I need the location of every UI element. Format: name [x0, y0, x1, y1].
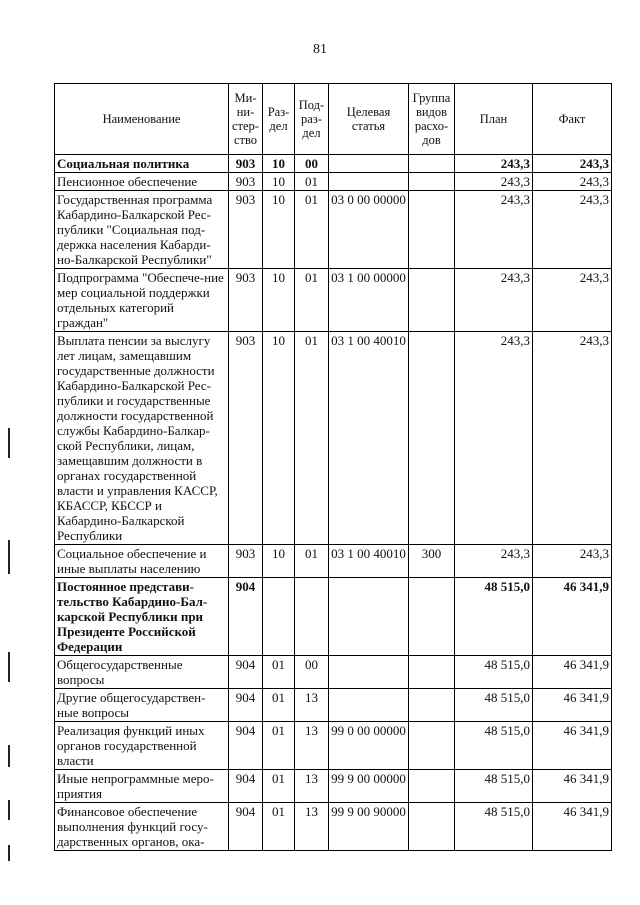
- row-name: Социальная политика: [55, 155, 229, 173]
- row-plan: 48 515,0: [455, 803, 533, 851]
- table-header-row: [55, 84, 612, 155]
- row-name: Реализация функций иных органов государственной власти: [55, 722, 229, 770]
- row-subsection: 01: [295, 173, 329, 191]
- row-name: Постоянное представи-тельство Кабардино-Бал-карской Республики при Президенте Российской Федерации: [55, 578, 229, 656]
- row-name: Государственная программа Кабардино-Балкарской Рес-публики "Социальная под-держка населения Кабарди-но-Балкарской Республики": [55, 191, 229, 269]
- row-subsection: 13: [295, 689, 329, 722]
- row-expense-group: [409, 803, 455, 851]
- page-number: 81: [313, 42, 327, 57]
- row-plan: 48 515,0: [455, 770, 533, 803]
- row-name: Общегосударственные вопросы: [55, 656, 229, 689]
- row-subsection: 13: [295, 770, 329, 803]
- row-expense-group: [409, 770, 455, 803]
- row-expense-group: [409, 722, 455, 770]
- row-ministry: 903: [229, 269, 263, 332]
- scan-margin-mark: [8, 845, 10, 861]
- row-plan: 243,3: [455, 269, 533, 332]
- row-target-article: [329, 656, 409, 689]
- table-row: [55, 689, 612, 722]
- table-row: [55, 155, 612, 173]
- row-fact: 46 341,9: [533, 656, 612, 689]
- row-ministry: 904: [229, 803, 263, 851]
- row-ministry: 903: [229, 155, 263, 173]
- row-target-article: [329, 689, 409, 722]
- row-plan: 48 515,0: [455, 722, 533, 770]
- row-expense-group: [409, 155, 455, 173]
- row-section: 10: [263, 191, 295, 269]
- row-target-article: 99 9 00 00000: [329, 770, 409, 803]
- row-subsection: 01: [295, 545, 329, 578]
- row-expense-group: [409, 578, 455, 656]
- row-ministry: 903: [229, 332, 263, 545]
- header-subsection: Под-раз-дел: [295, 84, 329, 155]
- row-section: 01: [263, 689, 295, 722]
- table-row: [55, 545, 612, 578]
- row-subsection: 13: [295, 722, 329, 770]
- row-plan: 243,3: [455, 173, 533, 191]
- table-row: [55, 332, 612, 545]
- row-plan: 48 515,0: [455, 578, 533, 656]
- row-fact: 46 341,9: [533, 803, 612, 851]
- row-ministry: 903: [229, 173, 263, 191]
- table-row: [55, 191, 612, 269]
- row-fact: 243,3: [533, 545, 612, 578]
- row-fact: 243,3: [533, 155, 612, 173]
- scan-margin-mark: [8, 800, 10, 820]
- row-expense-group: [409, 656, 455, 689]
- row-target-article: 03 0 00 00000: [329, 191, 409, 269]
- row-fact: 243,3: [533, 173, 612, 191]
- table-body: [55, 155, 612, 851]
- row-plan: 243,3: [455, 332, 533, 545]
- row-ministry: 903: [229, 191, 263, 269]
- row-fact: 46 341,9: [533, 722, 612, 770]
- row-expense-group: 300: [409, 545, 455, 578]
- scan-margin-mark: [8, 540, 10, 574]
- row-section: 10: [263, 155, 295, 173]
- row-section: 10: [263, 332, 295, 545]
- row-subsection: 00: [295, 656, 329, 689]
- header-expense-group: Группа видов расхо-дов: [409, 84, 455, 155]
- row-target-article: 03 1 00 40010: [329, 332, 409, 545]
- row-ministry: 904: [229, 722, 263, 770]
- row-section: 10: [263, 173, 295, 191]
- row-subsection: 01: [295, 269, 329, 332]
- row-fact: 243,3: [533, 191, 612, 269]
- row-section: 01: [263, 770, 295, 803]
- row-section: 01: [263, 803, 295, 851]
- row-section: [263, 578, 295, 656]
- row-plan: 48 515,0: [455, 689, 533, 722]
- row-target-article: 99 9 00 90000: [329, 803, 409, 851]
- row-expense-group: [409, 191, 455, 269]
- row-section: 10: [263, 545, 295, 578]
- row-fact: 243,3: [533, 332, 612, 545]
- header-target-article: Целевая статья: [329, 84, 409, 155]
- row-expense-group: [409, 332, 455, 545]
- row-name: Иные непрограммные меро-приятия: [55, 770, 229, 803]
- header-plan: План: [455, 84, 533, 155]
- table-row: [55, 770, 612, 803]
- row-name: Выплата пенсии за выслугу лет лицам, замещавшим государственные должности Кабардино-Балкарской Рес-публики и государственные должности государственной службы Кабардино-Балкар-ской Республики, лицам, замещавшим должности в органах государственной власти и управления КАССР, КБАССР, КБССР и Кабардино-Балкарской Республики: [55, 332, 229, 545]
- row-fact: 46 341,9: [533, 578, 612, 656]
- row-section: 10: [263, 269, 295, 332]
- row-plan: 48 515,0: [455, 656, 533, 689]
- row-expense-group: [409, 173, 455, 191]
- table-row: [55, 722, 612, 770]
- row-subsection: 01: [295, 332, 329, 545]
- scan-margin-mark: [8, 652, 10, 682]
- row-fact: 243,3: [533, 269, 612, 332]
- row-fact: 46 341,9: [533, 770, 612, 803]
- row-plan: 243,3: [455, 155, 533, 173]
- row-fact: 46 341,9: [533, 689, 612, 722]
- header-name: Наименование: [55, 84, 229, 155]
- row-section: 01: [263, 722, 295, 770]
- table-row: [55, 173, 612, 191]
- budget-table: [54, 83, 612, 851]
- row-expense-group: [409, 689, 455, 722]
- row-subsection: 00: [295, 155, 329, 173]
- row-plan: 243,3: [455, 545, 533, 578]
- table-row: [55, 578, 612, 656]
- table-row: [55, 803, 612, 851]
- scan-margin-mark: [8, 745, 10, 767]
- row-section: 01: [263, 656, 295, 689]
- header-section: Раз-дел: [263, 84, 295, 155]
- header-fact: Факт: [533, 84, 612, 155]
- row-name: Подпрограмма "Обеспече-ние мер социальной поддержки отдельных категорий граждан": [55, 269, 229, 332]
- row-target-article: 03 1 00 40010: [329, 545, 409, 578]
- row-subsection: 13: [295, 803, 329, 851]
- row-ministry: 904: [229, 689, 263, 722]
- header-ministry: Ми-ни-стер-ство: [229, 84, 263, 155]
- row-name: Пенсионное обеспечение: [55, 173, 229, 191]
- row-target-article: 99 0 00 00000: [329, 722, 409, 770]
- row-subsection: 01: [295, 191, 329, 269]
- row-subsection: [295, 578, 329, 656]
- row-ministry: 904: [229, 656, 263, 689]
- row-target-article: [329, 578, 409, 656]
- row-ministry: 904: [229, 578, 263, 656]
- row-plan: 243,3: [455, 191, 533, 269]
- row-name: Финансовое обеспечение выполнения функций госу-дарственных органов, ока-: [55, 803, 229, 851]
- row-ministry: 903: [229, 545, 263, 578]
- scan-margin-mark: [8, 428, 10, 458]
- row-expense-group: [409, 269, 455, 332]
- table-row: [55, 656, 612, 689]
- row-name: Другие общегосударствен-ные вопросы: [55, 689, 229, 722]
- row-ministry: 904: [229, 770, 263, 803]
- row-target-article: [329, 155, 409, 173]
- row-name: Социальное обеспечение и иные выплаты населению: [55, 545, 229, 578]
- row-target-article: 03 1 00 00000: [329, 269, 409, 332]
- row-target-article: [329, 173, 409, 191]
- table-row: [55, 269, 612, 332]
